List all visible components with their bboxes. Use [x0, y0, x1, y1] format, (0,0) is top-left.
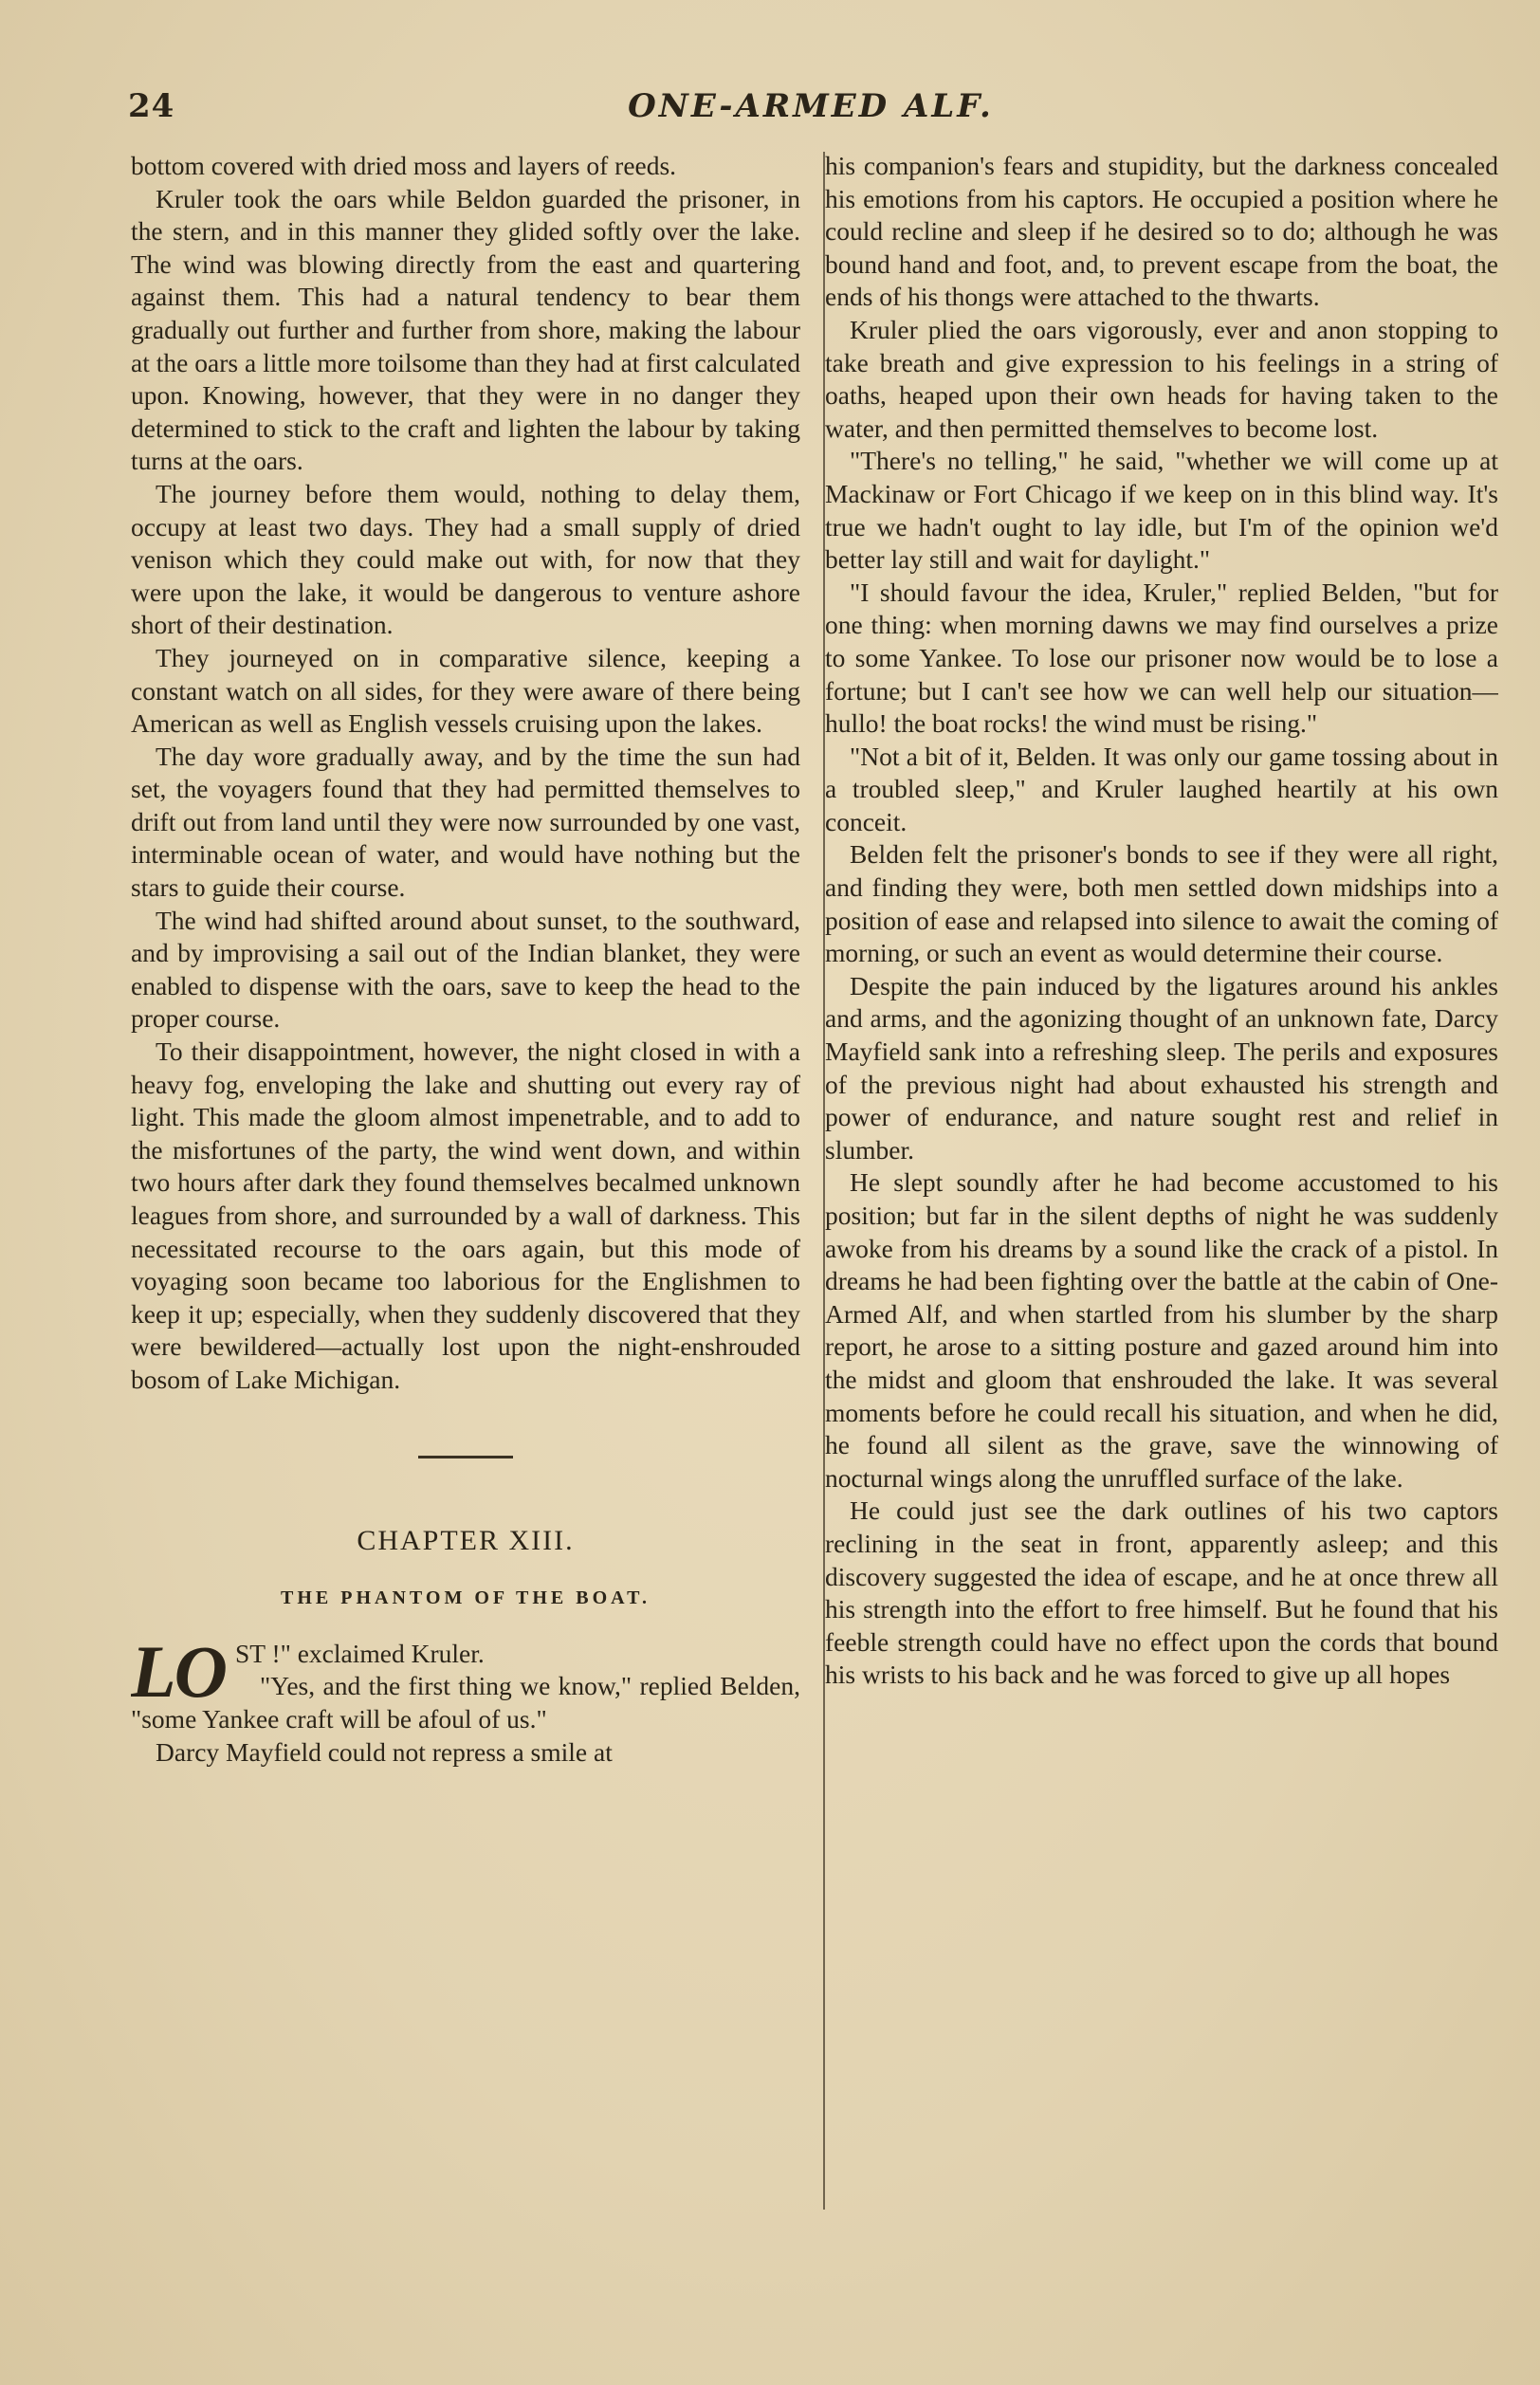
paragraph: "Yes, and the first thing we know," replied Belden, "some Yankee craft will be afoul of us." — [131, 1671, 800, 1734]
page-header — [128, 87, 1494, 135]
section-divider — [418, 1456, 513, 1459]
chapter-subtitle: THE PHANTOM OF THE BOAT. — [281, 1587, 651, 1609]
paragraph: Kruler took the oars while Beldon guarded the prisoner, in the stern, and in this manner they glided softly over the lake. The wind was blowing directly from the east and quartering against them. This had a natural tendency to bear them gradually out further and further from shore, making the labour at the oars a little more toilsome than they had at first calculated upon. Knowing, however, that they were in no danger they determined to stick to the craft and lighten the labour by taking turns at the oars. — [131, 183, 800, 476]
page-number: 24 — [128, 87, 175, 125]
paragraph: "There's no telling," he said, "whether we will come up at Mackinaw or Fort Chicago if we keep on in this blind way. It's true we hadn't ought to lay idle, but I'm of the opinion we'd better lay still and wait for daylight." — [825, 446, 1498, 575]
paragraph: Despite the pain induced by the ligatures around his ankles and arms, and the agonizing thought of an unknown fate, Darcy Mayfield sank into a refreshing sleep. The perils and exposures of the previous night had about exhausted his strength and power of endurance, and nature sought rest and relief in slumber. — [825, 970, 1498, 1165]
right-column — [825, 150, 1498, 2369]
paragraph: To their disappointment, however, the night closed in with a heavy fog, enveloping the lake and shutting out every ray of light. This made the gloom almost impenetrable, and to add to the misfortunes of the party, the wind went down, and within two hours after dark they found themselves becalmed unknown leagues from shore, and surrounded by a wall of darkness. This necessitated recourse to the oars again, but this mode of voyaging soon became too laborious for the Englishmen to keep it up; especially, when they suddenly discovered that they were bewildered—actually lost upon the night-enshrouded bosom of Lake Michigan. — [131, 1037, 800, 1394]
paragraph: The wind had shifted around about sunset, to the southward, and by improvising a sail out of the Indian blanket, they were enabled to dispense with the oars, save to keep the head to the proper course. — [131, 905, 800, 1034]
running-title: ONE-ARMED ALF. — [628, 87, 994, 125]
paragraph: his companion's fears and stupidity, but the darkness concealed his emotions from his captors. He occupied a position where he could recline and sleep if he desired so to do; although he was bound hand and foot, and, to prevent escape from the boat, the ends of his thongs were attached to the thwarts. — [825, 151, 1498, 312]
paragraph: ST !" exclaimed Kruler. — [234, 1638, 485, 1668]
paragraph: Darcy Mayfield could not repress a smile at — [156, 1736, 613, 1767]
paragraph: Belden felt the prisoner's bonds to see if they were all right, and finding they were, both men settled down midships into a position of ease and relapsed into silence to await the coming of morning, or such an event as would determine their course. — [825, 839, 1498, 968]
paragraph: He slept soundly after he had become accustomed to his position; but far in the silent depths of night he was suddenly awoke from his dreams by a sound like the crack of a pistol. In dreams he had been fighting over the battle at the cabin of One-Armed Alf, and when startled from his slumber by the sharp report, he arose to a sitting posture and gazed around him into the midst and gloom that enshrouded the lake. It was several moments before he could recall his situation, and when he did, he found all silent as the grave, save the winnowing of nocturnal wings along the unruffled surface of the lake. — [825, 1167, 1498, 1493]
paragraph: The journey before them would, nothing to delay them, occupy at least two days. They had a small supply of dried venison which they could make out with, for now that they were upon the lake, it would be dangerous to venture ashore short of their destination. — [131, 478, 800, 640]
paragraph: He could just see the dark outlines of his two captors reclining in the seat in front, apparently asleep; and this discovery suggested the idea of escape, and he at once threw all his strength into the effort to free himself. But he found that his feeble strength could have no effect upon the cords that bound his wrists to his back and he was forced to give up all hopes — [825, 1495, 1498, 1690]
paragraph: "Not a bit of it, Belden. It was only our game tossing about in a troubled sleep," and Kruler laughed heartily at his own conceit. — [825, 741, 1498, 836]
paragraph: They journeyed on in comparative silence, keeping a constant watch on all sides, for they were aware of there being American as well as English vessels cruising upon the lakes. — [131, 642, 800, 739]
paragraph: "I should favour the idea, Kruler," replied Belden, "but for one thing: when morning dawns we may find ourselves a prize to some Yankee. To lose our prisoner now would be to lose a fortune; but I can't see how we can well help our situation—hullo! the boat rocks! the wind must be rising." — [825, 577, 1498, 739]
left-column — [131, 150, 800, 2369]
paragraph: The day wore gradually away, and by the time the sun had set, the voyagers found that they had permitted themselves to drift out from land until they were now surrounded by one vast, interminable ocean of water, and would have nothing but the stars to guide their course. — [131, 741, 800, 903]
paragraph: Kruler plied the oars vigorously, ever and anon stopping to take breath and give expression to his feelings in a string of oaths, heaped upon their own heads for having taken to the water, and then permitted themselves to become lost. — [825, 314, 1498, 443]
drop-cap: LO — [131, 1629, 226, 1713]
chapter-opening — [131, 1629, 800, 1736]
chapter-heading: CHAPTER XIII. — [357, 1524, 575, 1556]
paragraph: bottom covered with dried moss and layers of reeds. — [131, 151, 677, 180]
